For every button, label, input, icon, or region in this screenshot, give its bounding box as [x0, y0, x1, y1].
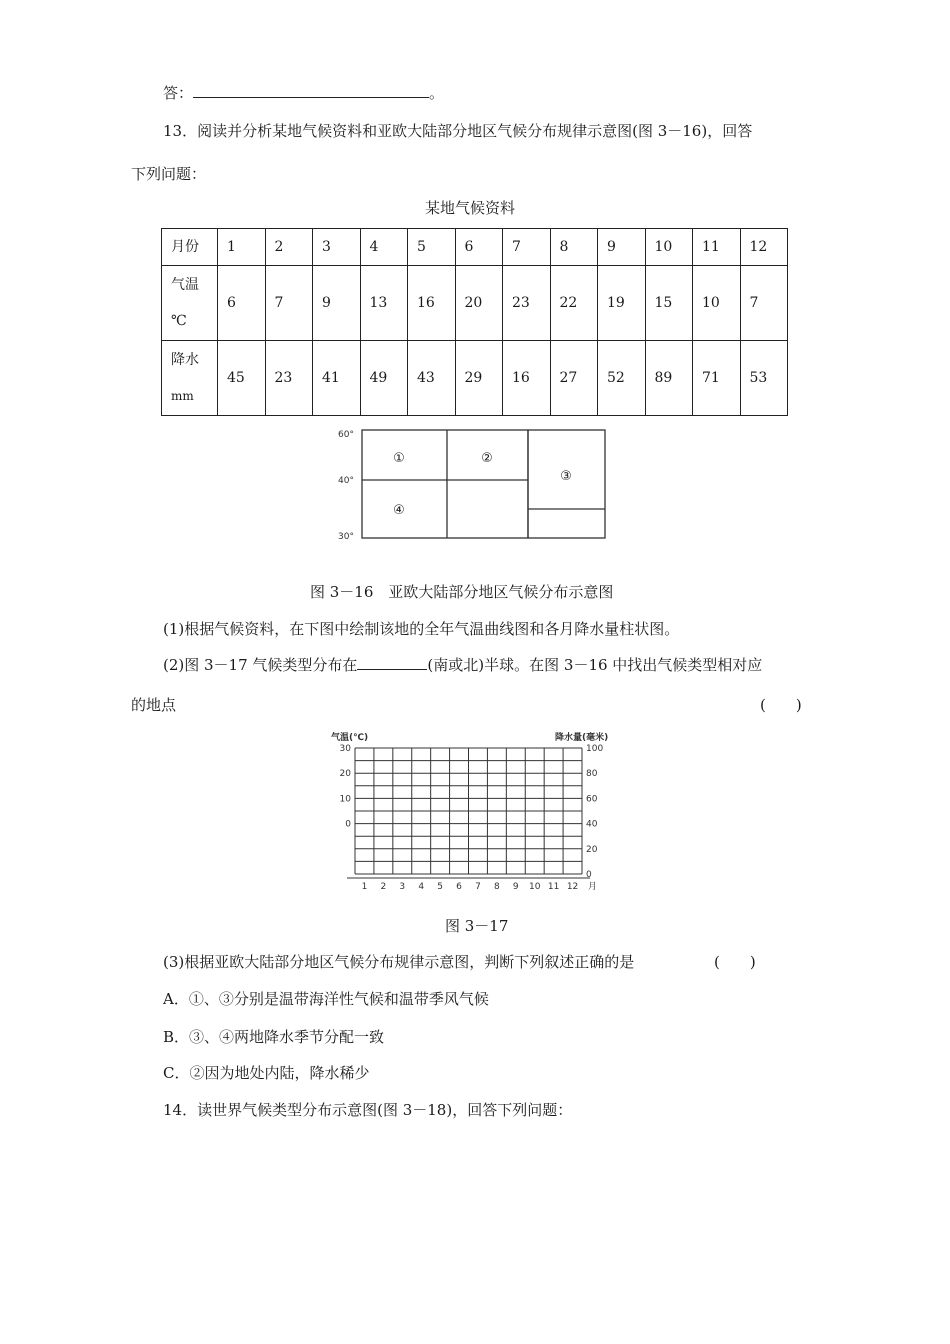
x-tick-label: 4 [418, 882, 425, 890]
option-a[interactable]: A．①、③分别是温带海洋性气候和温带季风气候 [163, 990, 489, 1008]
chart-grid [347, 748, 590, 878]
month-header: 月份 [162, 229, 218, 266]
month-cell: 10 [645, 229, 693, 266]
temp-cell: 9 [313, 266, 361, 341]
figure-3-16-diagram [330, 422, 620, 546]
x-tick-label: 2 [380, 882, 387, 890]
q13-sub2-line1 [163, 654, 762, 675]
figure-3-16-caption: 图 3－16 亚欧大陆部分地区气候分布示意图 [310, 583, 614, 601]
q13-sub3: (3)根据亚欧大陆部分地区气候分布规律示意图，判断下列叙述正确的是 [163, 953, 635, 971]
table-row-month [162, 229, 788, 266]
fig16-outer-left [362, 430, 528, 538]
x-tick-label: 8 [494, 882, 500, 890]
month-cell: 7 [503, 229, 551, 266]
month-cell: 4 [360, 229, 408, 266]
month-cell: 8 [550, 229, 598, 266]
month-cell: 6 [455, 229, 503, 266]
left-tick-label: 0 [345, 819, 351, 830]
temp-cell: 15 [645, 266, 693, 341]
temp-header-label: 气温 [171, 277, 199, 293]
table-title: 某地气候资料 [425, 199, 516, 217]
month-cell: 12 [740, 229, 788, 266]
x-tick-label: 1 [361, 882, 368, 890]
x-unit-label: 月 [588, 882, 598, 890]
precip-cell: 43 [408, 341, 456, 416]
lat-label-30: 30° [338, 532, 354, 542]
precip-header-unit: mm [171, 389, 194, 403]
right-tick-label: 0 [586, 870, 592, 880]
x-tick-label: 10 [528, 882, 541, 890]
precip-cell: 23 [265, 341, 313, 416]
temp-cell: 19 [598, 266, 646, 341]
left-tick-label: 10 [339, 794, 351, 805]
temp-cell: 7 [740, 266, 788, 341]
answer-blank[interactable] [193, 83, 429, 98]
month-cell: 9 [598, 229, 646, 266]
precip-cell: 41 [313, 341, 361, 416]
right-tick-label: 60 [586, 794, 598, 805]
precip-cell: 27 [550, 341, 598, 416]
precip-header-label: 降水 [171, 352, 199, 368]
q13-sub1: (1)根据气候资料，在下图中绘制该地的全年气温曲线图和各月降水量柱状图。 [163, 620, 680, 638]
precip-cell: 53 [740, 341, 788, 416]
chart-tick-labels [340, 744, 604, 890]
right-tick-label: 40 [586, 819, 598, 830]
region-label-4: ④ [393, 503, 405, 518]
temp-header-unit: ℃ [171, 313, 187, 329]
figure-3-17-caption: 图 3－17 [445, 917, 509, 935]
region-label-2: ② [481, 451, 493, 466]
temp-cell: 6 [218, 266, 266, 341]
precip-header [162, 341, 218, 416]
right-axis-title: 降水量(毫米) [555, 733, 609, 743]
precip-cell: 89 [645, 341, 693, 416]
precip-cell: 52 [598, 341, 646, 416]
q13-sub2-answer-paren[interactable]: ( ) [760, 696, 802, 714]
x-tick-label: 9 [512, 882, 519, 890]
left-tick-label: 30 [339, 744, 351, 754]
q13-intro-line2: 下列问题： [131, 165, 207, 183]
temp-cell: 13 [360, 266, 408, 341]
q13-sub2-text-b: (南或北)半球。在图 3－16 中找出气候类型相对应 [427, 656, 763, 674]
lat-label-40: 40° [338, 476, 354, 486]
month-cell: 5 [408, 229, 456, 266]
temp-header [162, 266, 218, 341]
right-tick-label: 20 [586, 844, 598, 855]
temp-cell: 22 [550, 266, 598, 341]
month-cell: 3 [313, 229, 361, 266]
fig16-outer-right [528, 430, 605, 538]
option-c[interactable]: C．②因为地处内陆，降水稀少 [163, 1064, 370, 1082]
hemisphere-blank[interactable] [357, 655, 427, 670]
right-tick-label: 100 [586, 744, 604, 754]
right-tick-label: 80 [586, 769, 598, 780]
x-tick-label: 3 [399, 882, 406, 890]
climate-table [161, 228, 788, 416]
region-label-3: ③ [560, 469, 572, 484]
table-row-temp [162, 266, 788, 341]
temp-cell: 16 [408, 266, 456, 341]
precip-cell: 16 [503, 341, 551, 416]
month-cell: 1 [218, 229, 266, 266]
table-row-precip [162, 341, 788, 416]
q14-intro: 14．读世界气候类型分布示意图(图 3－18)，回答下列问题： [163, 1101, 573, 1119]
q13-sub2-text-a: (2)图 3－17 气候类型分布在 [163, 656, 358, 674]
temp-cell: 10 [693, 266, 741, 341]
precip-cell: 49 [360, 341, 408, 416]
month-cell: 2 [265, 229, 313, 266]
q13-intro-line1: 13．阅读并分析某地气候资料和亚欧大陆部分地区气候分布规律示意图(图 3－16)，回答 [163, 122, 753, 140]
answer-line [163, 82, 444, 103]
region-label-1: ① [393, 451, 405, 466]
temp-cell: 23 [503, 266, 551, 341]
x-tick-label: 6 [456, 882, 462, 890]
precip-cell: 45 [218, 341, 266, 416]
month-cell: 11 [693, 229, 741, 266]
left-axis-title: 气温(℃) [331, 733, 369, 743]
answer-end: 。 [429, 84, 445, 102]
option-b[interactable]: B．③、④两地降水季节分配一致 [163, 1028, 385, 1046]
x-tick-label: 5 [437, 882, 443, 890]
x-tick-label: 12 [566, 882, 579, 890]
answer-label: 答： [163, 84, 194, 102]
left-tick-label: 20 [339, 769, 351, 780]
precip-cell: 29 [455, 341, 503, 416]
q13-sub3-answer-paren[interactable]: ( ) [714, 953, 756, 971]
temp-cell: 20 [455, 266, 503, 341]
lat-label-60: 60° [338, 430, 354, 440]
temp-cell: 7 [265, 266, 313, 341]
q13-sub2-line2: 的地点 [131, 696, 177, 714]
x-tick-label: 7 [475, 882, 481, 890]
figure-3-17-chart [325, 728, 625, 890]
x-tick-label: 11 [547, 882, 560, 890]
precip-cell: 71 [693, 341, 741, 416]
